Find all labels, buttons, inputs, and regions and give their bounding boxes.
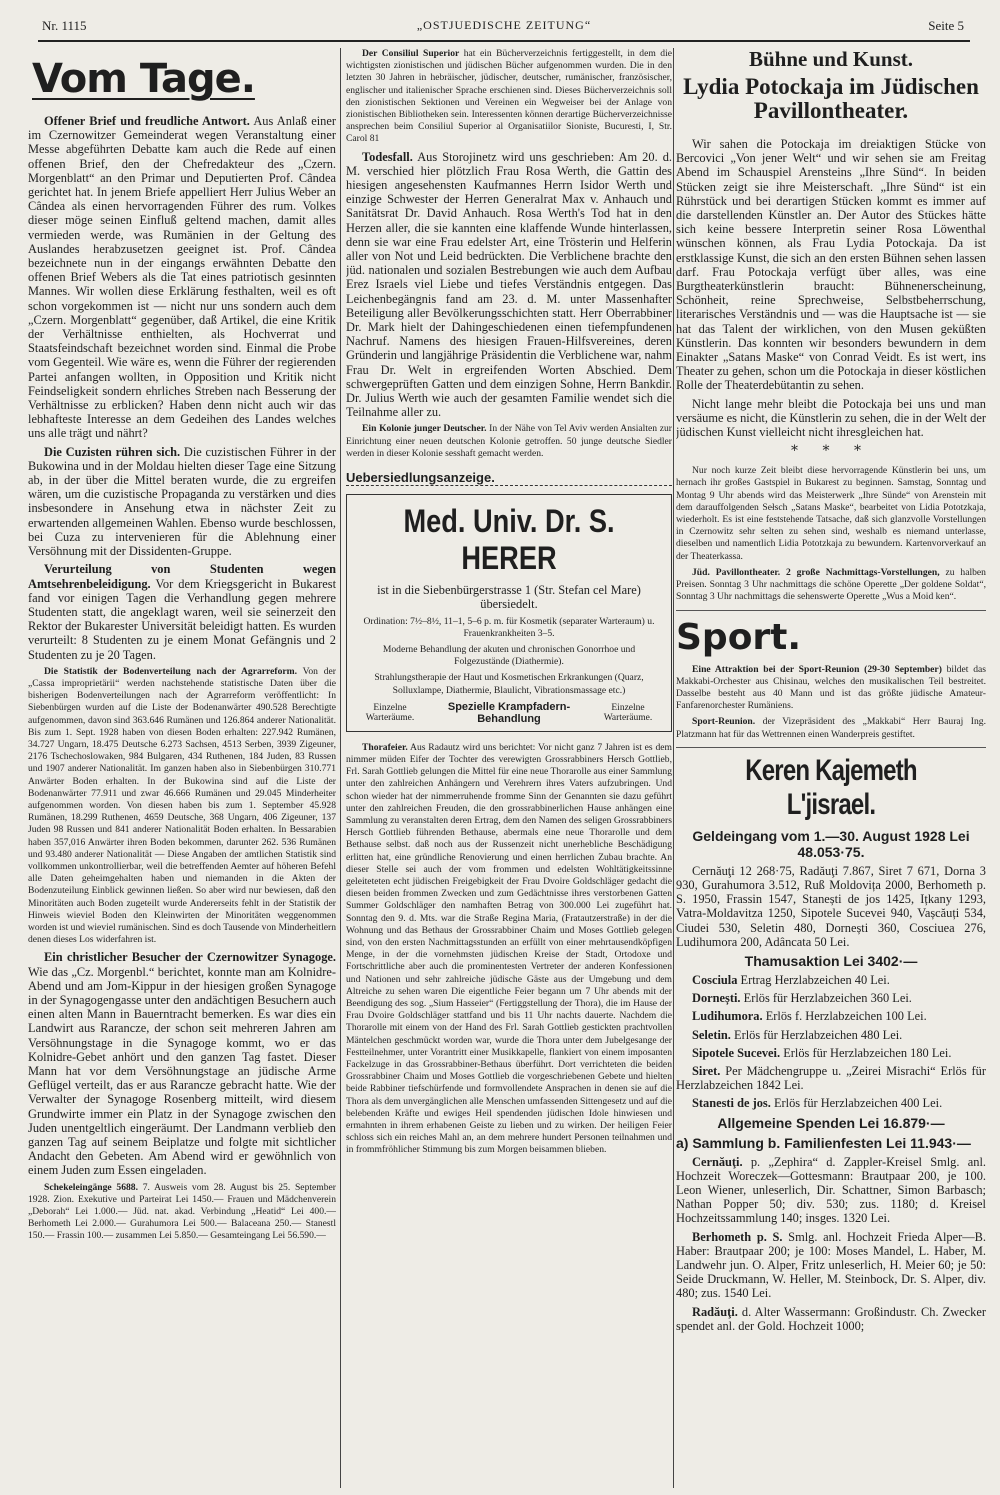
donation-place: Cosciula [692,972,738,987]
paragraph: Nicht lange mehr bleibt die Potockaja bei uns und man versäume es nicht, die Künstlerin zu sehen, die in der Welt der jüdischen Kunst vielleicht nicht ihresgleichen hat. [676,396,986,440]
article [28,950,336,1177]
donation-text: Ertrag Herzlabzeichen 40 Lei. [740,972,890,987]
issue-number: Nr. 1115 [42,18,87,33]
donation-text: d. Alter Wassermann: Großindustr. Ch. Zwecker spendet anl. der Gold. Hochzeit 1000; [676,1304,986,1333]
divider [676,610,986,611]
article [28,114,336,441]
article-text: In der Nähe von Tel Aviv werden Ansialten zur Einrichtung einer neuen deutschen Kolonie getroffen. 50 junge deutsche Siedler werden in dieser Kolonie sesshaft gemacht werden. [346,423,672,459]
ad-line: ist in die Siebenbürgerstrasse 1 (Str. Stefan cel Mare) übersiedelt. [377,583,641,612]
column-3 [676,48,986,1488]
article-text: Aus Storojinetz wird uns geschrieben: Am 20. d. M. verschied hier plötzlich Frau Rosa Werth, die Gattin des hiesigen angesehensten Kaufmannes Herrn Isidor Werth und einzige Schwester der Herren Generalrat Max v. Anhauch und Sanitätsrat Dr. David Anhauch. Rosa Werth's Tod hat in den Herzen aller, die sie kannten eine klaffende Wunde hinterlassen, denn sie war eine Frau edelster Art, eine Trösterin und Helferin aller von Not und Leid bedrückten. Die Verblichene brachte den jüd. nationalen und sozialen Bestrebungen wie auch dem Aufbau Erez Israels viel Liebe und tiefes Verständnis entgegen. Das Leichenbegängnis fand am 23. d. M. unter Massenhafter Beteiligung aller Bevölkerungsschichten statt. Herr Oberrabbiner Dr. Mark hielt der Dahingeschiedenen einen tiefempfundenen Nachruf. Namens des hiesigen Frauen-Hilfsvereines, deren Gründerin und langjährige Präsidentin die Verblichene war, nahm Frau Dr. Welt in ergreifenden Worten Abschied. Dem schwergeprüften Gatten und dem einzigen Sohne, Herrn Bankdir. Dr. Julius Werth wie auch der gesamten Familie wendet sich die Teilnahme aller zu. [346,149,672,420]
donation-text: Erlös für Herzlabzeichen 360 Lei. [743,991,912,1006]
article-title: Lydia Potockaja im Jüdischen Pavillontheater. [683,74,979,123]
article-head: Schekeleingänge 5688. [44,1181,139,1193]
section-title: Vom Tage. [32,56,255,102]
ad-footer-middle: Spezielle Krampfadern-Behandlung [447,700,571,725]
donation-text: Per Mädchengruppe u. „Zeirei Misrachi“ Erlös für Herzlabzeichen 1842 Lei. [676,1063,986,1093]
subheading: Thamusaktion Lei 3402·— [744,952,918,969]
donation-text: Erlös f. Herzlabzeichen 100 Lei. [765,1009,927,1024]
article [346,423,672,460]
article-head: Ein Kolonie junger Deutscher. [362,423,487,435]
donation-place: Ludihumora. [692,1009,763,1024]
column-2 [346,48,672,1488]
article-text: Aus Anlaß einer im Czernowitzer Gemeinderat wegen Veranstaltung einer Messe abgeführten Debatte kam auch die Rede auf einen offenen Brief, den der Chefredakteur des „Czern. Morgenblatt“ an den Primar und Deputierten Prof. Cândea gerichtet hat. In jenem Briefe appelliert Herr Julius Weber an Cândea als einen hervorragenden Führer des rum. Volkes dieser möge seinen Einfluß geltend machen, damit alles vermieden werde, was Rumänien in der Geltung des Auslandes herabzusetzen geeignet ist. Prof. Cândea bezeichnete nun in der eingangs erwähnten Debatte den offenen Brief Webers als die Tat eines patriotisch gesinnten Mannes. Wir wollen diese Erklärung festhalten, weil es oft schon vorgekommen ist — nicht nur uns sondern auch dem „Czern. Morgenblatt“ gegenüber, daß Artikel, die eine Kritik der Verhältnisse enthielten, als Hochverrat und Staatsfeindschaft bezeichnet worden sind. Einmal die Probe vom Gegenteil. Wie wäre es, wenn die Führer der regierenden Partei anfangen wollten, in Opposition und Kritik nicht Feindseligkeit sondern ehrliches Streben nach Besserung der Verhältnisse zu erblicken? Haben denn nicht auch wir das lebhafteste Interesse an dem Gedeihen des Landes welches uns alle trägt und nährt? [28,114,336,441]
article-head: Sport-Reunion. [692,716,756,728]
donation-place: Sipotele Sucevei. [692,1045,781,1060]
page-number: Seite 5 [928,18,964,33]
article-head: Verurteilung von Studenten wegen Amtsehrenbeleidigung. [28,562,336,591]
article-head: Todesfall. [362,149,413,164]
article-text: Aus Radautz wird uns berichtet: Vor nicht ganz 7 Jahren ist es dem nimmer müden Eifer der Tochter des verewigten Grossrabbiners Hersch Gottlieb, Frl. Sarah Gottlieb gelungen die Mittel für eine neue Thorarolle aus einer Sammlung unter den zahlreichen Anhängern und Verehrern ihres Vaters aufzubringen. Und schon wieder hat der nimmerruhende fromme Sinn der Genannten sie dazu geführt unter den zahlreichen Freuden, die den grossrabbinerlichen Hause anhängen eine Sammlung zu veranstalten deren Ertrag, dem den Namen des seligen Grossrabbiners Hersch Gottlieb führenden Bethause, abermals eine neue Thorarolle und dem Bethause selbst. daß noch aus der Russenzeit nicht unerhebliche Beschädigung erlitten hat, eine gründliche Renovierung und einen herrlichen Zubau brachte. An dieser Stelle sei auch der vom frommen und edelsten Wohltätigkeitssinne geleiteteten echt jüdischen Freigebigkeit der Frau Dvoire Goldschläger gedacht die diesen beiden frommen Zwecken und zum Gedächtnisse ihres verstorbenen Gatten Summer Goldschläger den namhaften Betrag von 300.000 Lei zugeführt hat. Sonntag den 9. d. Mts. war die Straße Regina Maria, (Fratautzerstraße) in der die Wohnung und das Bethaus der Grossrabbiner Chaim und Moses Gottlieb gelegen sind, von den ersten Nachmittagsstunden an erfüllt von einer mehrtausendköpfigen Menge, in der die vornehmsten jüdischen Kreise der Stadt, Ortodoxe und Fortschrittliche aber auch die prominentesten Vertreter der anderen Konfessionen und Nationen und sehr zahlreiche jüdische Gäste aus der Umgebung und dem Altreiche zu sehen waren Die eigentliche Feier begann um 7 Uhr abends mit der Beendigung des sog. „Sium Hasseier“ (Fertiggstellung der Thora), die im Hause der Frau Dvoire Goldschläger stattfand und bis 11 Uhr nachts dauerte. Nachdem die Thorarolle mit einem von der Hand des Frl. Sarah Gottlieb gestickten prachtvollen Mäntelchen geschmückt worden war, wurde die Thora unter dem Jubelgesange der Festteilnehmer, unter Vorantritt einer Musikkapelle, flankiert von einem imposanten Fackelzuge in das Grossrabbiner-Bethaus überführt. Dort verrichteten die beiden Grossrabbiner Chaim und Moses Gottlieb die vorgeschriebenen Gebete und hielten beide Rabbiner tiefschürfende und formvollendete Ansprachen in denen sie auf die Thora als dem unvergänglichen alle Menschen umfassenden Sittengesetz und auf die belebenden Kräfte und ewiges Heil spendenden jüdischen Idole hinwiesen und ermahnten in ihrem erhabenen Geiste zu lieben und zu wirken. Der heiligen Feier schloss sich ein reiches Mahl an, an dem mehrere hundert Personen teilnahmen und in frommfröhlicher Stimmung bis zum Morgen beisammen blieben. [346,741,672,1156]
article [28,445,336,559]
article-head: Der Consiliul Superior [362,48,460,59]
section-title: Bühne und Kunst. [748,48,913,71]
ad-footer-right: Einzelne Warteräume. [603,702,653,723]
article-text: Von der „Cassa improprietärii“ werden nachstehende statistische Daten über die bisherigen Bodenverteilungen nach der Agrarreform veröffentlicht: In Siebenbürgen wurden auf die Liste der Bodenanwärter 490.528 Berechtigte aufgenommen, davon sind 363.646 Rumänen und 126.864 anderer Nationalität. Bis zum 1. Sept. 1928 haben von diesen Boden erhalten: 227.942 Rumänen, 34.727 Ungarn, 18.475 Deutsche 6.273 Sachsen, 4513 Serben, 3939 Zigeuner, 2176 Tschechoslowaken, 984 Bulgaren, 434 Ruthenen, 184 Juden, 83 Russen und 1907 anderer Nationalität. Im ganzen haben also in Siebenbürgen 310.771 Anwärter Boden erhalten. In der Bukowina sind auf die Liste der Bodenanwärter 77.911 und zwar 46.666 Rumänen und 29.045 Minderheiter aufgenommen worden. Von diesen haben bis zum 1. September 45.928 Rumänen, 18.299 Ruthenen, 4659 Deutsche, 368 Ungarn, 406 Zigeuner, 137 Juden 98 Russen und 841 anderer Nationalität Boden erhalten. In Bessarabien haben 357,016 Anwärter ihren Boden bekommen, darunter 262. 536 Rumänen und 93.480 anderer Nationalität — Diese Angaben der amtlichen Statistik sind vollkommen unkontrollierbar, weil die betreffenden Aemter auf höheren Befehl alle Daten geheimgehalten haben und niemanden in die Akten der Bodenzuteilung Einblick gewinnen ließen. So aber wird nur bewiesen, daß den Minoritäten auch Boden zugeteilt wurde Andererseits fehlt in der Statistik der Hinweis wieviel Boden den Kleinwirten der Minoritäten weggenommen worden ist und wieviel rumänischen. Sind es doch Tausende von Minderheitlern denen dieses Los widerfahren ist. [28,665,336,946]
article [346,742,672,1157]
separator-stars: * * * [791,443,871,460]
donation-item [676,973,986,987]
donation-place: Radăuţi. [692,1304,738,1319]
article-text: Die cuzistischen Führer in der Bukowina und in der Moldau hielten dieser Tage eine Sitzung ab, in der über die Mittel beraten wurde, die zu ergreifen wären, um die cuzistische Propaganda zu verstärken und dies insbesondere in Ansehung etwa in nächster Zeit zu erwartenden allgemeinen Wahlen. Ebenso wurde beschlossen, bei Cuza zu intervenieren für die Ablehnung einer Versöhnung mit der Dissidenten-Gruppe. [28,444,336,559]
article-head: Ein christlicher Besucher der Czernowitzer Synagoge. [44,950,336,965]
article-text: Vor dem Kriegsgericht in Bukarest fand vor einigen Tagen die Verhandlung gegen mehrere Studenten statt, die angeklagt waren, weil sie seinerzeit den Rektor der Bukarester Universität beleidigt hatten. Es wurden verurteilt: 8 Studenten zu je einem Monat Gefängnis und 2 Studenten zu je 20 Tagen. [28,576,336,662]
donation-text: Erlös für Herzlabzeichen 480 Lei. [734,1027,903,1042]
article [28,562,336,661]
donation-item [676,1305,986,1333]
ad-title: Med. Univ. Dr. S. HERER [403,503,615,577]
article [676,567,986,604]
donation-text: Erlös für Herzlabzeichen 180 Lei. [783,1045,952,1060]
donation-item [676,1230,986,1301]
article-head: Thorafeier. [362,741,408,753]
donation-place: Stanesti de jos. [692,1096,771,1111]
column-rule [673,48,674,1488]
subheading: a) Sammlung b. Familienfesten Lei 11.943·— [676,1134,971,1151]
subheading: Geldeingang vom 1.—30. August 1928 Lei 48.053·75. [692,827,970,860]
donation-item [676,1028,986,1042]
donation-item [676,1046,986,1060]
article-text: der Vizepräsident des „Makkabi“ Herr Bauraj Ing. Platzmann hat für das Wettrennen einen Wanderpreis gestiftet. [676,716,986,740]
article [28,1182,336,1243]
article-text: bildet das Makkabi-Orchester aus Chisinau, welches den musikalischen Teil bestreitet. Dasselbe besteht aus 40 Mann und ist das größte jüdische Amateur-Fanfarenorchester Rumäniens. [676,663,986,712]
article [676,664,986,713]
article [346,48,672,146]
donation-place: Cernăuţi. [692,1154,743,1169]
donation-item [676,1064,986,1092]
donation-text: Smlg. anl. Hochzeit Frieda Alper—B. Haber: Brautpaar 200; je 100: Moses Mandel, L. Haber, M. Landwehr jun. O. Alper, Fritz unleserlich, H. Meier 60; je 50: Seide Druckmann, W. Heller, M. Steinbock, Dr. S. Alper, div. 480; zus. 1540 Lei. [676,1229,986,1301]
article [346,150,672,420]
article-head: Jüd. Pavillontheater. 2 große Nachmittags-Vorstellungen, [692,566,940,578]
section-title: Sport. [676,616,802,658]
donation-text: p. „Zephira“ d. Zappler-Kreisel Smlg. anl. Hochzeit Woreczek—Gottesmann: Brautpaar 200, je 100. Leon Wiener, unleserlich, Dir. Schattner, Simon Barbasch; Nathan Popper 50; div. 530; zus. 1180; d. Kreisel Hochzeitssammlung 140; insges. 1320 Lei. [676,1154,986,1226]
article-text: zu halben Preisen. Sonntag 3 Uhr nachmittags die schöne Operette „Der goldene Soldat“, Sonntag 3 Uhr nachmittags die sehenswerte Operette „Wus a Moid ken“. [676,566,986,603]
article-head: Eine Attraktion bei der Sport-Reunion (29-30 September) [692,663,942,675]
donation-item [676,1155,986,1226]
ad-label: Uebersiedlungsanzeige. [346,470,672,486]
article-text: 7. Ausweis vom 28. August bis 25. September 1928. Zion. Exekutive und Parteirat Lei 1450.— Frauen und Mädchenverein „Deborah“ Lei 1.000.— Jüd. nat. akad. Verbindung „Heatid“ Lei 400.— Berhometh Lei 2.000.— Gurahumora Lei 500.— Balaceana 250.— Stanestl 150.— Frassin 100.— zusammen Lei 5.850.— Gesamteingang Lei 56.590.— [28,1181,336,1242]
section-title: Keren Kajemeth L'jisrael. [745,753,917,821]
paragraph: Wir sahen die Potockaja im dreiaktigen Stücke von Bercovici „Von jener Welt“ und wir sehen sie am Freitag Abend im Schauspiel Arensteins „Ihre Sünd“. In beiden Stücken zeigt sie ihre Meisterschaft. „Ihre Sünd“ ist ein Rührstück und bei derartigen Stücken kommt es immer auf die darstellenden Künstler an. Der Autor des Stückes hätte sich keine bessere Interpretin seiner Rosa Löwenthal wünschen können, als Frau Lydia Potockaja. Da ist erstklassige Kunst, die sich an den ersten Bühnen sehen lassen darf. Frau Potockaja verfügt über alles, was eine Burgtheaterkünstlerin braucht: Bühnenerscheinung, Schönheit, reine Sprechweise, Selbstbeherrschung, literarisches Verständnis und — was die Hauptsache ist — sie hat das Talent der wirklichen, von den Musen geküßten Künstlerin. Das konnten wir besonders bewundern in dem Einakter „Satans Maske“ von Conrad Veidt. Es ist wert, ins Theater zu gehen, schon um die Potockaja in dieser köstlichen Rolle der Theaterdebütantin zu sehen. [676,137,986,393]
article-text: Wie das „Cz. Morgenbl.“ berichtet, konnte man am Kolnidre-Abend und am Jom-Kippur in der hiesigen großen Synagoge in der Synagogengasse unter den andächtigen Besuchern auch einen alten Mann in Bauerntracht bemerken. Es war dies ein Landwirt aus Rarancze, der schon seit mehreren Jahren am Versöhnungstage in die Synagoge kommt, wo er das Kolnidre-Gebet anhört und den ganzen Tag fastet. Dieser Mann hat vor dem Versöhnungstage an jüdische Arme Geflügel verteilt, das er aus Rarancze gebracht hatte. Wie der Verwalter der Synagoge Rosenberg mitteilt, wird diesem Grundwirte immer ein Platz in der Synagoge zwischen den Juden unentgeltlich eingeräumt. Der Landmann verblieb den ganzen Tag auf seinem Beiplatze und folgte mit sichtlicher Andacht den Gebeten. Am Abend wird er gewöhnlich von einem Juden zum Essen eingeladen. [28,964,336,1178]
advertisement [346,494,672,732]
column-rule [340,48,341,1488]
donation-item [676,1009,986,1023]
ad-footer-left: Einzelne Warteräume. [365,702,415,723]
donation-item [676,991,986,1005]
donation-place: Berhometh p. S. [692,1229,783,1244]
ad-line: Ordination: 7½–8½, 11–1, 5–6 p. m. für Kosmetik (separater Warteraum) u. Frauenkrankheiten 3–5. [363,615,655,639]
subheading: Allgemeine Spenden Lei 16.879·— [717,1114,945,1131]
donation-text: Erlös für Herzlabzeichen 400 Lei. [773,1096,943,1111]
article-head: Offener Brief und freudliche Antwort. [44,114,250,128]
article-head: Die Statistik der Bodenverteilung nach der Agrarreform. [44,665,298,677]
article-head: Die Cuzisten rühren sich. [44,444,181,459]
divider [676,747,986,748]
donation-item [676,1096,986,1110]
donation-place: Siret. [692,1063,721,1078]
ad-line: Strahlungstherapie der Haut und Kosmetischen Erkrankungen (Quarz, Solluxlampe, Diathermie, Blaulicht, Vibrationsmassage etc.) [374,672,644,696]
article-text: hat ein Bücherverzeichnis fertiggestellt, in dem die wichtigsten zionistischen und jüdischen Bücher aufgenommen wurden. Die in den letzten 30 Jahren in hebräischer, jüdischer, deutscher, rumänischer, französischer, englischer und italienischer Sprache erschienen sind. Dieses Bücherverzeichnis soll den zionistischen Sektionen und Vereinen ein Wegweiser bei der Anlage von zionistischen Bibliotheken sein. Interessenten können derartige Bücherverzeichnisse ansprechen beim Consiliul Superior al Organisatiilor Sioniste, Bucuresti, I, Str. Carol 81 [346,48,672,145]
newspaper-title: „OSTJUEDISCHE ZEITUNG“ [416,18,592,32]
article [28,666,336,947]
article [676,716,986,740]
ad-footer [355,701,663,725]
paragraph: Nur noch kurze Zeit bleibt diese hervorragende Künstlerin bei uns, um hernach ihr großes Gastspiel in Bukarest zu beginnen. Samstag, Sonntag und Montag 9 Uhr abends wird das Meisterwerk „Ihre Sünde“ von Arenstein mit dem darauffolgenden Sełsch „Satans Maske“, bearbeitet von Lidia Pototzkaja, wiederholt. Es ist eine feststehende Tatsache, daß sich glanzvolle Vorstellungen in Czernowitz sehr selten zu sehen sind, weshalb es niemand unterlasse, dieselben und namentlich Lidia Pototzkaja zu bewundern. Kartenvorverkauf an der Theaterkassa. [676,465,986,562]
page-header [38,8,970,42]
donation-place: Seletin. [692,1027,731,1042]
donation-place: Dornești. [692,991,741,1006]
donation-list: Cernăuţi 12 268·75, Radăuţi 7.867, Siret 7 671, Dorna 3 930, Gurahumora 3.512, Ruß Moldovița 2000, Berhometh p. S. 1950, Frassin 1547, Stanești de jos 1425, Ițkany 1293, Vatra-Moldavitza 1250, Sipotele Sucevei 940, Vașcăuți 534, Ciudei 530, Seletin 480, Dornești 360, Cosciuea 276, Ludihumora 200, Adâncata 50 Lei. [676,863,986,949]
column-1 [28,48,336,1488]
ad-line: Moderne Behandlung der akuten und chronischen Gonorrhoe und Folgezustände (Diathermie). [382,643,636,668]
